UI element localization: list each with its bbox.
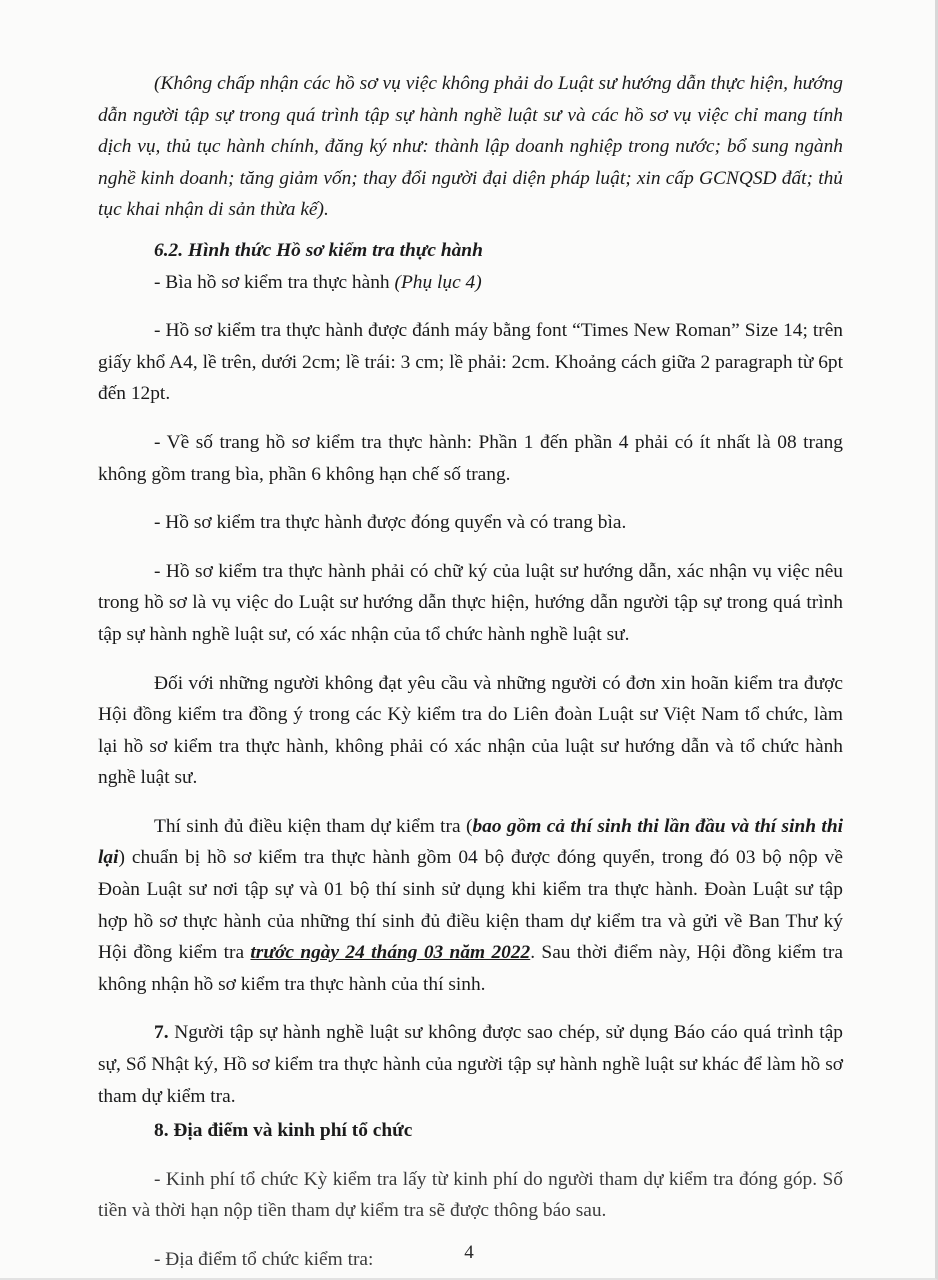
section-heading-6-2: 6.2. Hình thức Hồ sơ kiểm tra thực hành bbox=[154, 239, 483, 261]
location-paragraph: - Địa điểm tổ chức kiểm tra: bbox=[154, 1249, 374, 1270]
binding-requirement: - Hồ sơ kiểm tra thực hành được đóng quyển và có trang bìa. bbox=[154, 512, 627, 534]
funding-paragraph: - Kinh phí tổ chức Kỳ kiểm tra lấy từ kinh phí do người tham dự kiểm tra đóng góp. Số tiền và thời hạn nộp tiền tham dự kiểm tra sẽ được thông báo sau. bbox=[98, 1168, 843, 1222]
candidate-text-1: Thí sinh đủ điều kiện tham dự kiểm tra ( bbox=[154, 815, 473, 837]
candidate-text-3: . Sau thời điểm này, Hội đồng kiểm tra không nhận hồ sơ kiểm tra thực hành của thí sinh. bbox=[98, 942, 843, 995]
cover-item bbox=[98, 267, 843, 299]
section-heading-8: 8. Địa điểm và kinh phí tổ chức bbox=[154, 1120, 413, 1142]
format-requirement: - Hồ sơ kiểm tra thực hành được đánh máy bằng font “Times New Roman” Size 14; trên giấy khổ A4, lề trên, dưới 2cm; lề trái: 3 cm; lề phải: 2cm. Khoảng cách giữa 2 paragraph từ 6pt đến 12pt. bbox=[98, 320, 843, 405]
document-body bbox=[98, 68, 843, 1276]
candidate-text-2: ) chuẩn bị hồ sơ kiểm tra thực hành gồm 04 bộ được đóng quyển, trong đó 03 bộ nộp về Đoàn Luật sư nơi tập sự và 01 bộ thí sinh sử dụng khi kiểm tra thực hành. Đoàn Luật sư tập hợp hồ sơ thực hành của những thí sinh đủ điều kiện tham dự kiểm tra và gửi về Ban Thư ký Hội đồng kiểm tra bbox=[98, 847, 843, 964]
page-number: 4 bbox=[464, 1242, 474, 1263]
candidate-emphasis: bao gồm cả thí sinh thi lần đầu và thí sinh thi lại bbox=[98, 815, 843, 869]
cover-appendix-ref: (Phụ lục 4) bbox=[394, 271, 482, 293]
failed-candidates-paragraph: Đối với những người không đạt yêu cầu và những người có đơn xin hoãn kiểm tra được Hội đồng kiểm tra đồng ý trong các Kỳ kiểm tra do Liên đoàn Luật sư Việt Nam tổ chức, làm lại hồ sơ kiểm tra thực hành, không phải có xác nhận của luật sư hướng dẫn và tổ chức hành nghề luật sư. bbox=[98, 672, 843, 789]
rule-7-number: 7. bbox=[154, 1022, 169, 1044]
rule-7-text: Người tập sự hành nghề luật sư không được sao chép, sử dụng Báo cáo quá trình tập sự, Sổ Nhật ký, Hồ sơ kiểm tra thực hành của người tập sự hành nghề luật sư khác để làm hồ sơ tham dự kiểm tra. bbox=[98, 1022, 843, 1107]
candidate-submission-paragraph bbox=[98, 811, 843, 1001]
page-count-requirement: - Về số trang hồ sơ kiểm tra thực hành: Phần 1 đến phần 4 phải có ít nhất là 08 trang không gồm trang bìa, phần 6 không hạn chế số trang. bbox=[98, 431, 843, 485]
signature-requirement: - Hồ sơ kiểm tra thực hành phải có chữ ký của luật sư hướng dẫn, xác nhận vụ việc nêu trong hồ sơ là vụ việc do Luật sư hướng dẫn thực hiện, hướng dẫn người tập sự trong quá trình tập sự hành nghề luật sư, có xác nhận của tổ chức hành nghề luật sư. bbox=[98, 560, 843, 645]
submission-deadline: trước ngày 24 tháng 03 năm 2022 bbox=[250, 942, 531, 964]
exclusion-note: (Không chấp nhận các hồ sơ vụ việc không phải do Luật sư hướng dẫn thực hiện, hướng dẫn người tập sự trong quá trình tập sự hành nghề luật sư và các hồ sơ vụ việc chỉ mang tính dịch vụ, thủ tục hành chính, đăng ký như: thành lập doanh nghiệp trong nước; bổ sung ngành nghề kinh doanh; tăng giảm vốn; thay đổi người đại diện pháp luật; xin cấp GCNQSD đất; thủ tục khai nhận di sản thừa kế). bbox=[98, 73, 843, 221]
cover-item-text: - Bìa hồ sơ kiểm tra thực hành bbox=[154, 271, 395, 293]
rule-7-paragraph bbox=[98, 1017, 843, 1112]
